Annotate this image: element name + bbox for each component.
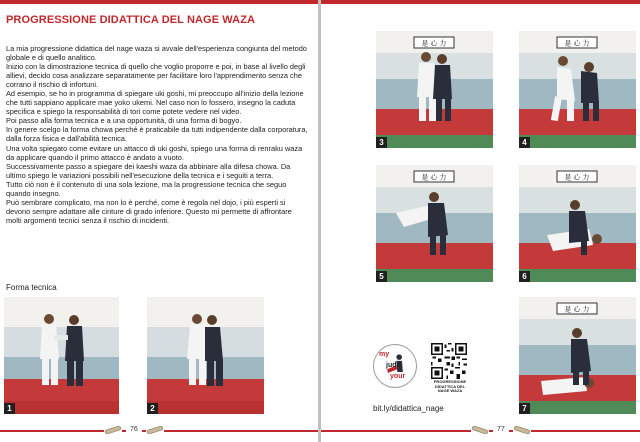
page-number: 76	[130, 426, 138, 433]
my-judo-your-logo	[373, 344, 417, 388]
paragraph: In genere scelgo la forma chowa perché è praticabile da tutti indipendente dalla corporatura, dalla forza fisica e dall'abilità tecnica.	[6, 125, 308, 144]
left-page	[0, 0, 318, 442]
paragraph: Può sembrare complicato, ma non lo è perché, come è regola nel dojo, i più esperti si devono sempre adattare alle cinture di grado inferiore. Questo mi permette di affrontare molti argomenti tecnici senza il rischio di incidenti.	[6, 197, 292, 225]
forma-tecnica-label: Forma tecnica	[6, 283, 57, 292]
judo-photo-4	[519, 31, 636, 148]
judo-photo-4-image	[519, 31, 636, 148]
paragraph: La mia progressione didattica del nage waza si avvale dell'esperienza congiunta del metodo globale e di quello analitico.	[6, 44, 307, 63]
qr-link-url[interactable]: bit.ly/didattica_nage	[373, 404, 444, 413]
photo-number-badge: 1	[4, 403, 15, 414]
belt-icon	[146, 426, 164, 434]
belt-icon	[471, 426, 489, 434]
paragraph: Tutto ciò non è il contenuto di una sola lezione, ma la progressione tecnica che seguo quando insegno.	[6, 179, 287, 198]
photo-number-badge: 5	[376, 271, 387, 282]
judo-photo-3-image	[376, 31, 493, 148]
photo-number-badge: 2	[147, 403, 158, 414]
judo-photo-1	[4, 297, 119, 414]
paragraph: Una volta spiegato come evitare un attacco di uki goshi, spiego una forma di renraku waza da applicare quando il primo attacco è andato a vuoto.	[6, 143, 303, 162]
footer-line	[0, 430, 104, 432]
judo-photo-2	[147, 297, 264, 414]
judo-photo-5	[376, 165, 493, 282]
judo-photo-5-image	[376, 165, 493, 282]
photo-number-badge: 7	[519, 403, 530, 414]
judo-photo-3	[376, 31, 493, 148]
logo-text-judo: judo	[386, 362, 401, 369]
right-page	[321, 0, 640, 442]
footer-line	[122, 430, 126, 432]
paragraph: Poi passo alla forma tecnica e a una opportunità, di una forma di bogyo.	[6, 116, 242, 126]
paragraph: Ad esempio, se ho in programma di spiegare uki goshi, mi preoccupo all'inizio della lezione che tutti sappiano applicare mae yoko ukemi. Nel caso non lo fossero, insegno la caduta specifica e spiego la responsabilità di tori come potete vedere nel video.	[6, 89, 304, 117]
judo-photo-1-image	[4, 297, 119, 414]
qr-code-icon[interactable]	[431, 343, 467, 379]
judo-photo-7	[519, 297, 636, 414]
page-number: 77	[497, 426, 505, 433]
footer-line	[321, 430, 471, 432]
judo-photo-7-image	[519, 297, 636, 414]
logo-text-your: your	[390, 373, 406, 380]
judo-photo-6-image	[519, 165, 636, 282]
svg-text:是 心 力: 是 心 力	[421, 174, 447, 182]
judo-photo-2-image	[147, 297, 264, 414]
photo-number-badge: 3	[376, 137, 387, 148]
footer-line	[531, 430, 640, 432]
photo-number-badge: 4	[519, 137, 530, 148]
judo-photo-6	[519, 165, 636, 282]
photo-number-badge: 6	[519, 271, 530, 282]
belt-icon	[513, 426, 531, 434]
svg-text:是 心 力: 是 心 力	[564, 174, 590, 182]
body-text	[6, 44, 308, 225]
paragraph: Inizio con la dimostrazione tecnica di quello che voglio proporre e poi, in base al livello degli allievi, decido cosa analizzare separatamente per facilitare loro l'apprendimento senza che corrano il rischio di infortuni.	[6, 62, 306, 90]
footer-line	[164, 430, 318, 432]
svg-text:是 心 力: 是 心 力	[421, 40, 447, 48]
footer-line	[489, 430, 493, 432]
qr-caption: PROGRESSIONE DIDATTICA DEL NAGE WAZA	[433, 379, 467, 394]
svg-text:是 心 力: 是 心 力	[564, 306, 590, 314]
page-title: PROGRESSIONE DIDATTICA DEL NAGE WAZA	[6, 14, 256, 26]
svg-text:是 心 力: 是 心 力	[564, 40, 590, 48]
belt-icon	[104, 426, 122, 434]
logo-text-my: my	[379, 351, 390, 358]
paragraph: Successivamente passo a spiegare dei kaeshi waza da abbinare alla difesa chowa. Da ultimo spiego le variazioni possibili nell'esecuzione della tecnica e i seguiti a terra.	[6, 161, 291, 180]
